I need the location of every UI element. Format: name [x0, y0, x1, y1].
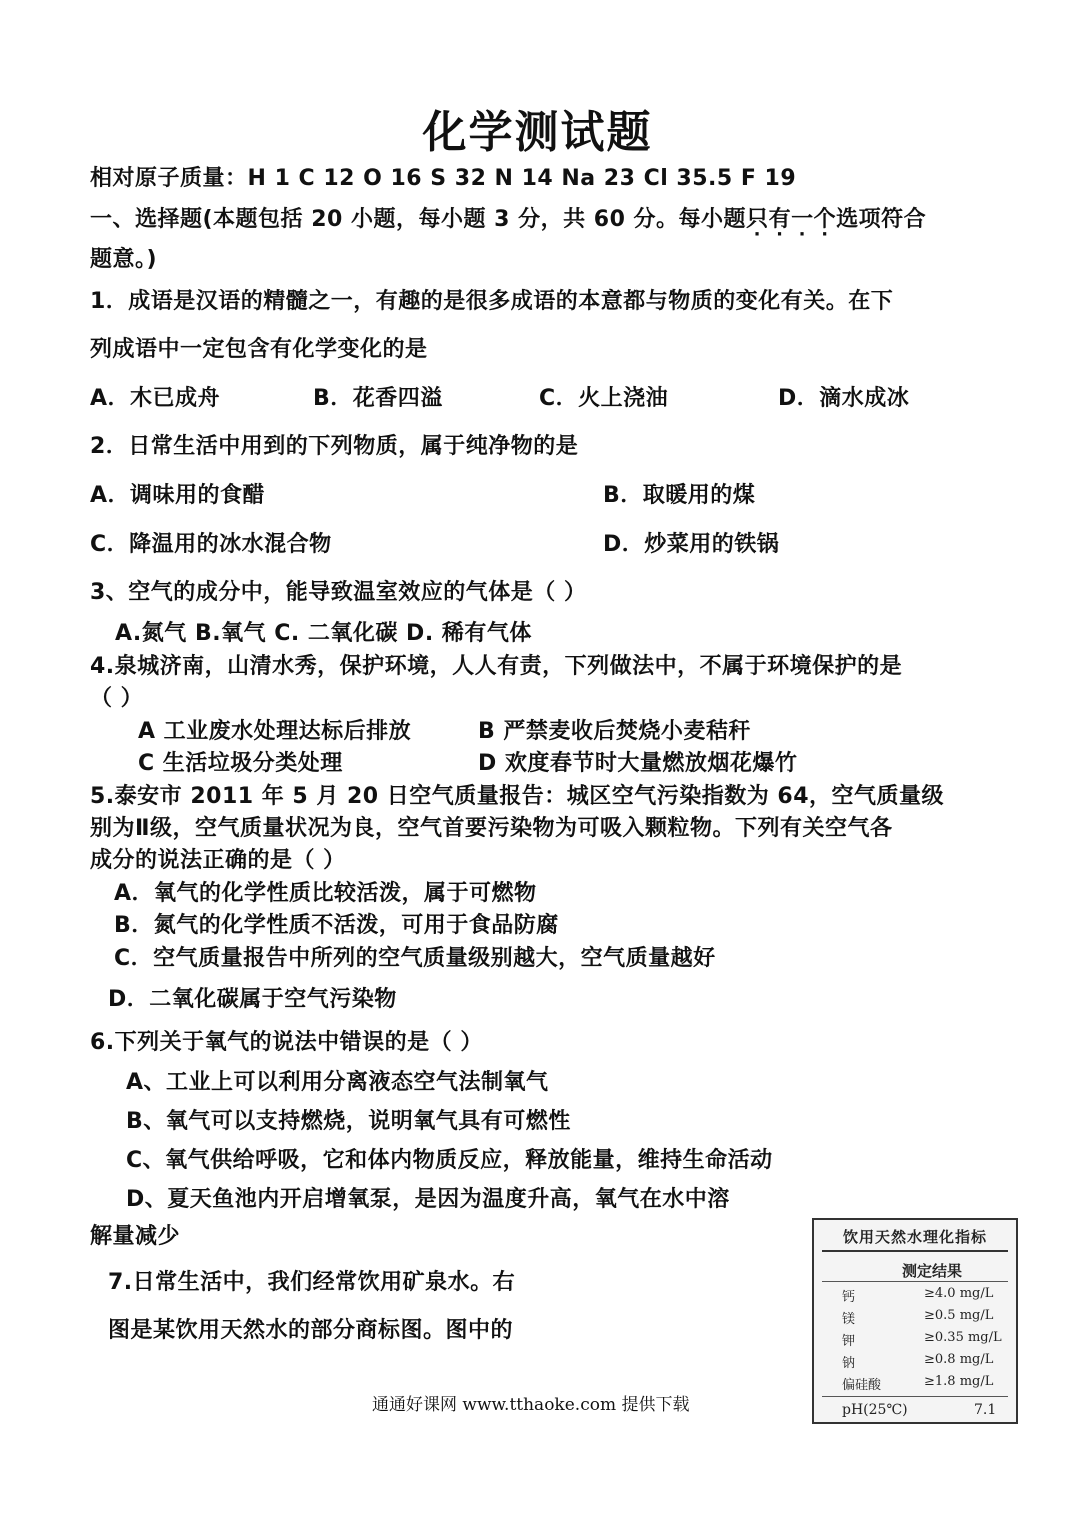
q4-stem: 4.泉城济南，山清水秀，保护环境，人人有责，下列做法中，不属于环境保护的是 [90, 654, 903, 679]
label-row-name: 钙 [842, 1290, 856, 1305]
page-title: 化学测试题 [422, 107, 653, 158]
q6-option-c: C、氧气供给呼吸，它和体内物质反应，释放能量，维持生命活动 [126, 1148, 773, 1173]
q4-option-a: A 工业废水处理达标后排放 [138, 719, 412, 744]
divider [822, 1250, 1008, 1252]
q1-option-a: A．木已成舟 [90, 386, 221, 411]
label-row-name: 偏硅酸 [842, 1378, 882, 1393]
q7-stem-cont: 图是某饮用天然水的部分商标图。图中的 [108, 1318, 514, 1343]
q4-stem-cont: （ ） [90, 686, 144, 711]
label-row-name: 钾 [842, 1334, 856, 1349]
emphasis-char: 有 [768, 207, 792, 232]
q1-option-d: D．滴水成冰 [778, 386, 910, 411]
q3-stem: 3、空气的成分中，能导致温室效应的气体是（ ） [90, 580, 587, 605]
label-row-value: ≥0.8 mg/L [924, 1352, 994, 1367]
q5-option-a: A．氧气的化学性质比较活泼，属于可燃物 [114, 881, 537, 906]
label-row [828, 1352, 1006, 1374]
label-row [828, 1286, 1006, 1308]
q1-option-b: B．花香四溢 [313, 386, 443, 411]
q6-option-b: B、氧气可以支持燃烧，说明氧气具有可燃性 [126, 1109, 571, 1134]
q2-option-b: B．取暖用的煤 [603, 483, 756, 508]
q2-option-a: A．调味用的食醋 [90, 483, 266, 508]
q1-stem-cont: 列成语中一定包含有化学变化的是 [90, 337, 428, 362]
label-row [828, 1374, 1006, 1396]
label-row-value: ≥1.8 mg/L [924, 1374, 994, 1389]
q5-stem-cont: 别为Ⅱ级，空气质量状况为良，空气首要污染物为可吸入颗粒物。下列有关空气各 [90, 816, 893, 841]
emphasis-char: 个 [813, 207, 837, 232]
q5-stem: 5.泰安市 2011 年 5 月 20 日空气质量报告：城区空气污染指数为 64，空气质量级 [90, 784, 945, 809]
section-heading-text: 选项符合 [836, 207, 927, 232]
divider [822, 1396, 1008, 1397]
q2-option-c: C．降温用的冰水混合物 [90, 532, 332, 557]
label-title: 饮用天然水理化指标 [842, 1228, 987, 1246]
q4-option-c: C 生活垃圾分类处理 [138, 751, 343, 776]
q7-stem: 7.日常生活中，我们经常饮用矿泉水。右 [108, 1270, 516, 1295]
label-row-name: 镁 [842, 1312, 856, 1327]
label-row-name: 钠 [842, 1356, 856, 1371]
label-ph-label: pH(25℃) [842, 1402, 908, 1418]
label-ph-value: 7.1 [974, 1402, 997, 1418]
label-row [828, 1330, 1006, 1352]
q5-stem-cont2: 成分的说法正确的是（ ） [90, 848, 346, 873]
q4-option-d: D 欢度春节时大量燃放烟花爆竹 [478, 751, 798, 776]
atomic-mass-line: 相对原子质量：H 1 C 12 O 16 S 32 N 14 Na 23 Cl 35.5 F 19 [90, 166, 797, 191]
section-heading-text: 一、选择题(本题包括 20 小题，每小题 3 分，共 60 分。每小题 [90, 207, 747, 232]
q2-option-d: D．炒菜用的铁锅 [603, 532, 780, 557]
q6-stem: 6.下列关于氧气的说法中错误的是（ ） [90, 1030, 483, 1055]
q3-options: A.氮气 B.氧气 C. 二氧化碳 D. 稀有气体 [115, 621, 532, 646]
emphasis-char: 只 [746, 207, 769, 232]
section-heading-cont: 题意。) [90, 247, 158, 272]
q5-option-c: C．空气质量报告中所列的空气质量级别越大，空气质量越好 [114, 946, 716, 971]
q6-option-d: D、夏天鱼池内开启增氧泵，是因为温度升高，氧气在水中溶 [126, 1187, 730, 1212]
q5-option-b: B．氮气的化学性质不活泼，可用于食品防腐 [114, 913, 559, 938]
water-label-image [812, 1218, 1018, 1424]
label-row-value: ≥4.0 mg/L [924, 1286, 994, 1301]
label-row-value: ≥0.5 mg/L [924, 1308, 994, 1323]
page-footer: 通通好课网 www.tthaoke.com 提供下载 [372, 1395, 690, 1415]
section-heading [90, 205, 926, 235]
divider [822, 1281, 1008, 1282]
label-header: 测定结果 [902, 1262, 963, 1280]
q4-option-b: B 严禁麦收后焚烧小麦秸秆 [478, 719, 751, 744]
q6-option-a: A、工业上可以利用分离液态空气法制氧气 [126, 1070, 549, 1095]
q2-stem: 2．日常生活中用到的下列物质，属于纯净物的是 [90, 434, 579, 459]
q5-option-d: D．二氧化碳属于空气污染物 [108, 987, 397, 1012]
q1-option-c: C．火上浇油 [539, 386, 669, 411]
emphasis-char: 一 [791, 207, 814, 232]
label-row-value: ≥0.35 mg/L [924, 1330, 1002, 1345]
q1-stem: 1．成语是汉语的精髓之一，有趣的是很多成语的本意都与物质的变化有关。在下 [90, 289, 894, 314]
q6-option-d-cont: 解量减少 [90, 1224, 181, 1249]
label-row [828, 1308, 1006, 1330]
